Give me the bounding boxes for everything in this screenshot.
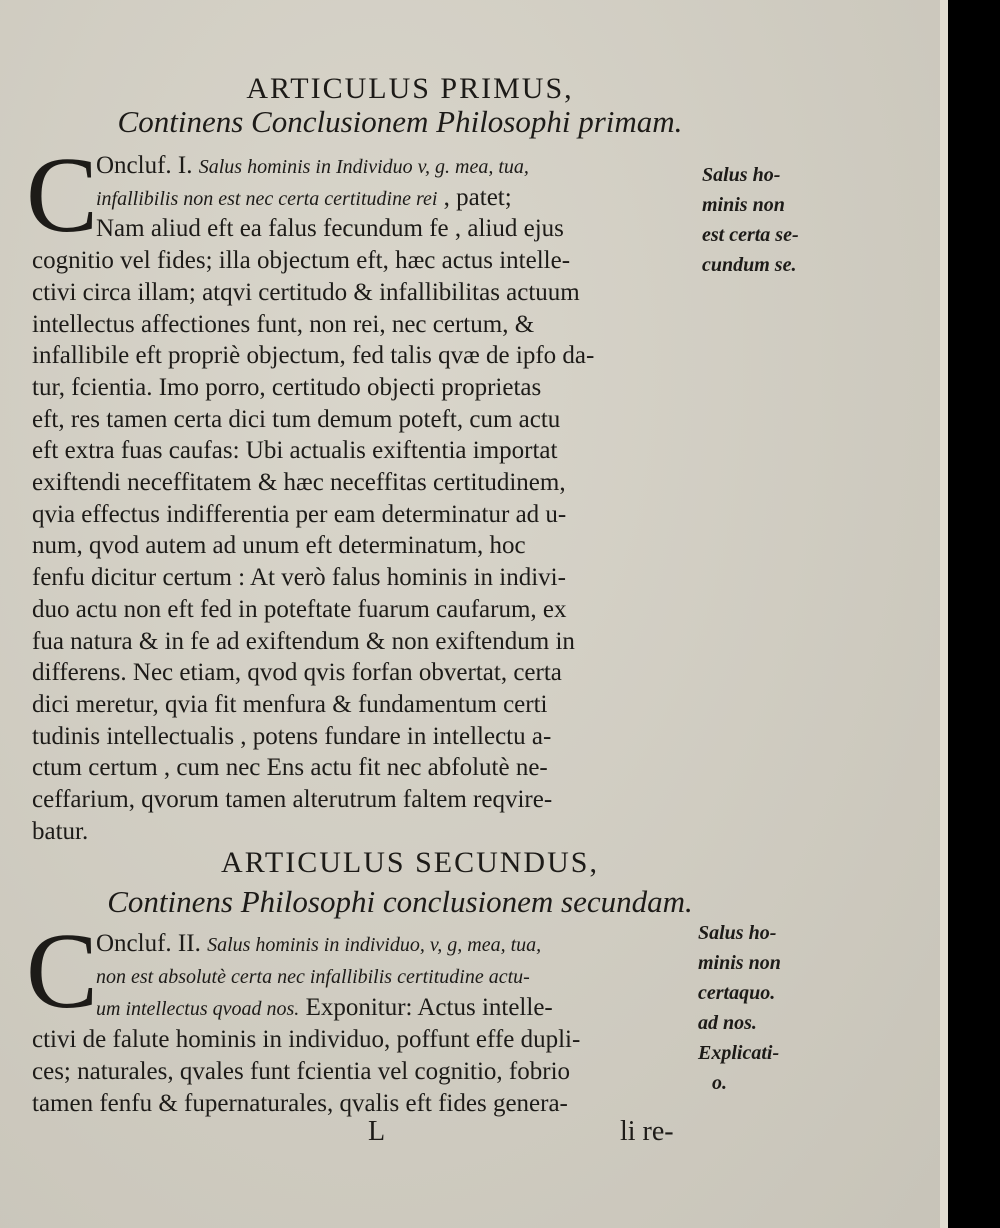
roman-text: differens. Nec etiam, qvod qvis forfan obvertat, certa (32, 659, 562, 687)
text-line (32, 275, 694, 311)
text-line (96, 148, 694, 184)
article1-margin-note (702, 160, 799, 280)
page-edge (940, 0, 948, 1228)
text-line (96, 926, 694, 962)
italic-text: infallibilis non est nec certa certitudine rei (96, 187, 438, 210)
roman-text: ctivi de falute hominis in individuo, poffunt effe dupli- (32, 1026, 581, 1053)
article2-subheading: Continens Philosophi conclusionem secundam. (107, 884, 693, 919)
margin-note-line: Salus ho- (702, 164, 781, 186)
roman-text: duo actu non eft fed in poteftate fuarum caufarum, ex (32, 595, 567, 623)
text-line (32, 687, 694, 723)
roman-text: infallibile eft propriè objectum, fed talis qvæ de ipfo da- (32, 342, 595, 370)
text-line (32, 814, 694, 850)
catchword: li re- (620, 1116, 674, 1147)
roman-text: Oncluf. I. (96, 152, 199, 179)
roman-text: ces; naturales, qvales funt fcientia vel cognitio, fobrio (32, 1058, 571, 1085)
roman-text: Oncluf. II. (96, 930, 208, 957)
roman-text: fenfu dicitur certum : At verò falus hominis in indivi- (32, 564, 566, 592)
roman-text: tur, fcientia. Imo porro, certitudo objecti proprietas (32, 373, 542, 401)
text-line (32, 402, 694, 438)
roman-text: batur. (32, 817, 89, 845)
text-line (96, 180, 694, 216)
text-line (32, 370, 694, 406)
margin-note-line: minis non (698, 952, 781, 974)
margin-note-line: cundum se. (702, 254, 797, 276)
text-line (32, 243, 694, 279)
text-line (96, 211, 694, 247)
margin-note-line: Salus ho- (698, 922, 777, 944)
margin-note-line: Explicati- (698, 1042, 780, 1064)
text-line (32, 560, 694, 596)
roman-text: eft, res tamen certa dici tum demum poteft, cum actu (32, 405, 561, 433)
roman-text: Nam aliud eft ea falus fecundum fe , aliud ejus (96, 215, 564, 243)
roman-text: , patet; (437, 183, 512, 211)
roman-text: tudinis intellectualis , potens fundare in intellectu a- (32, 722, 552, 750)
roman-text: ctum certum , cum nec Ens actu fit nec abfolutè ne- (32, 754, 548, 782)
text-line (32, 624, 694, 660)
text-line (32, 750, 694, 786)
article2-dropcap: C (26, 912, 99, 1031)
text-line (32, 307, 694, 343)
text-line (32, 465, 694, 501)
roman-text: qvia effectus indifferentia per eam determinatur ad u- (32, 500, 567, 528)
roman-text: cognitio vel fides; illa objectum eft, hæc actus intelle- (32, 247, 571, 275)
text-line (32, 433, 694, 469)
roman-text: num, qvod autem ad unum eft determinatum, hoc (32, 532, 526, 560)
roman-text: fua natura & in fe ad exiftendum & non exiftendum in (32, 627, 575, 655)
margin-note-line: certaquo. (698, 982, 776, 1004)
margin-note-line: o. (712, 1072, 727, 1094)
text-line (32, 528, 694, 564)
text-line (96, 958, 694, 994)
text-line (32, 1022, 694, 1058)
article1-subheading: Continens Conclusionem Philosophi primam. (117, 104, 683, 139)
roman-text: intellectus affectiones funt, non rei, nec certum, & (32, 310, 535, 338)
roman-text: eft extra fuas caufas: Ubi actualis exiftentia importat (32, 437, 558, 465)
text-line (32, 655, 694, 691)
margin-note-line: ad nos. (698, 1012, 757, 1034)
margin-note-line: est certa se- (702, 224, 799, 246)
text-line (32, 719, 694, 755)
text-line (96, 990, 694, 1026)
article2-heading: ARTICULUS SECUNDUS, (221, 846, 599, 879)
text-line (32, 497, 694, 533)
text-line (32, 592, 694, 628)
italic-text: Salus hominis in Individuo v, g. mea, tua, (198, 156, 529, 178)
roman-text: tamen fenfu & fupernaturales, qvalis eft fides genera- (32, 1090, 568, 1117)
text-line (32, 338, 694, 374)
roman-text: exiftendi neceffitatem & hæc neceffitas certitudinem, (32, 469, 566, 496)
article1-dropcap: C (26, 136, 99, 255)
signature-mark: L (368, 1116, 386, 1147)
roman-text: dici meretur, qvia fit menfura & fundamentum certi (32, 690, 548, 718)
article1-heading: ARTICULUS PRIMUS, (246, 72, 574, 105)
italic-text: non est absolutè certa nec infallibilis certitudine actu- (96, 966, 530, 988)
roman-text: ctivi circa illam; atqvi certitudo & infallibilitas actuum (32, 278, 580, 306)
italic-text: um intellectus qvoad nos. (96, 998, 300, 1020)
text-line (32, 1054, 694, 1090)
text-line (32, 1086, 694, 1122)
roman-text: Exponitur: Actus intelle- (299, 994, 553, 1021)
text-line (32, 782, 694, 818)
margin-note-line: minis non (702, 194, 785, 216)
roman-text: ceffarium, qvorum tamen alterutrum faltem reqvire- (32, 786, 553, 813)
italic-text: Salus hominis in individuo, v, g, mea, tua, (207, 934, 542, 956)
article2-margin-note (698, 918, 781, 1098)
